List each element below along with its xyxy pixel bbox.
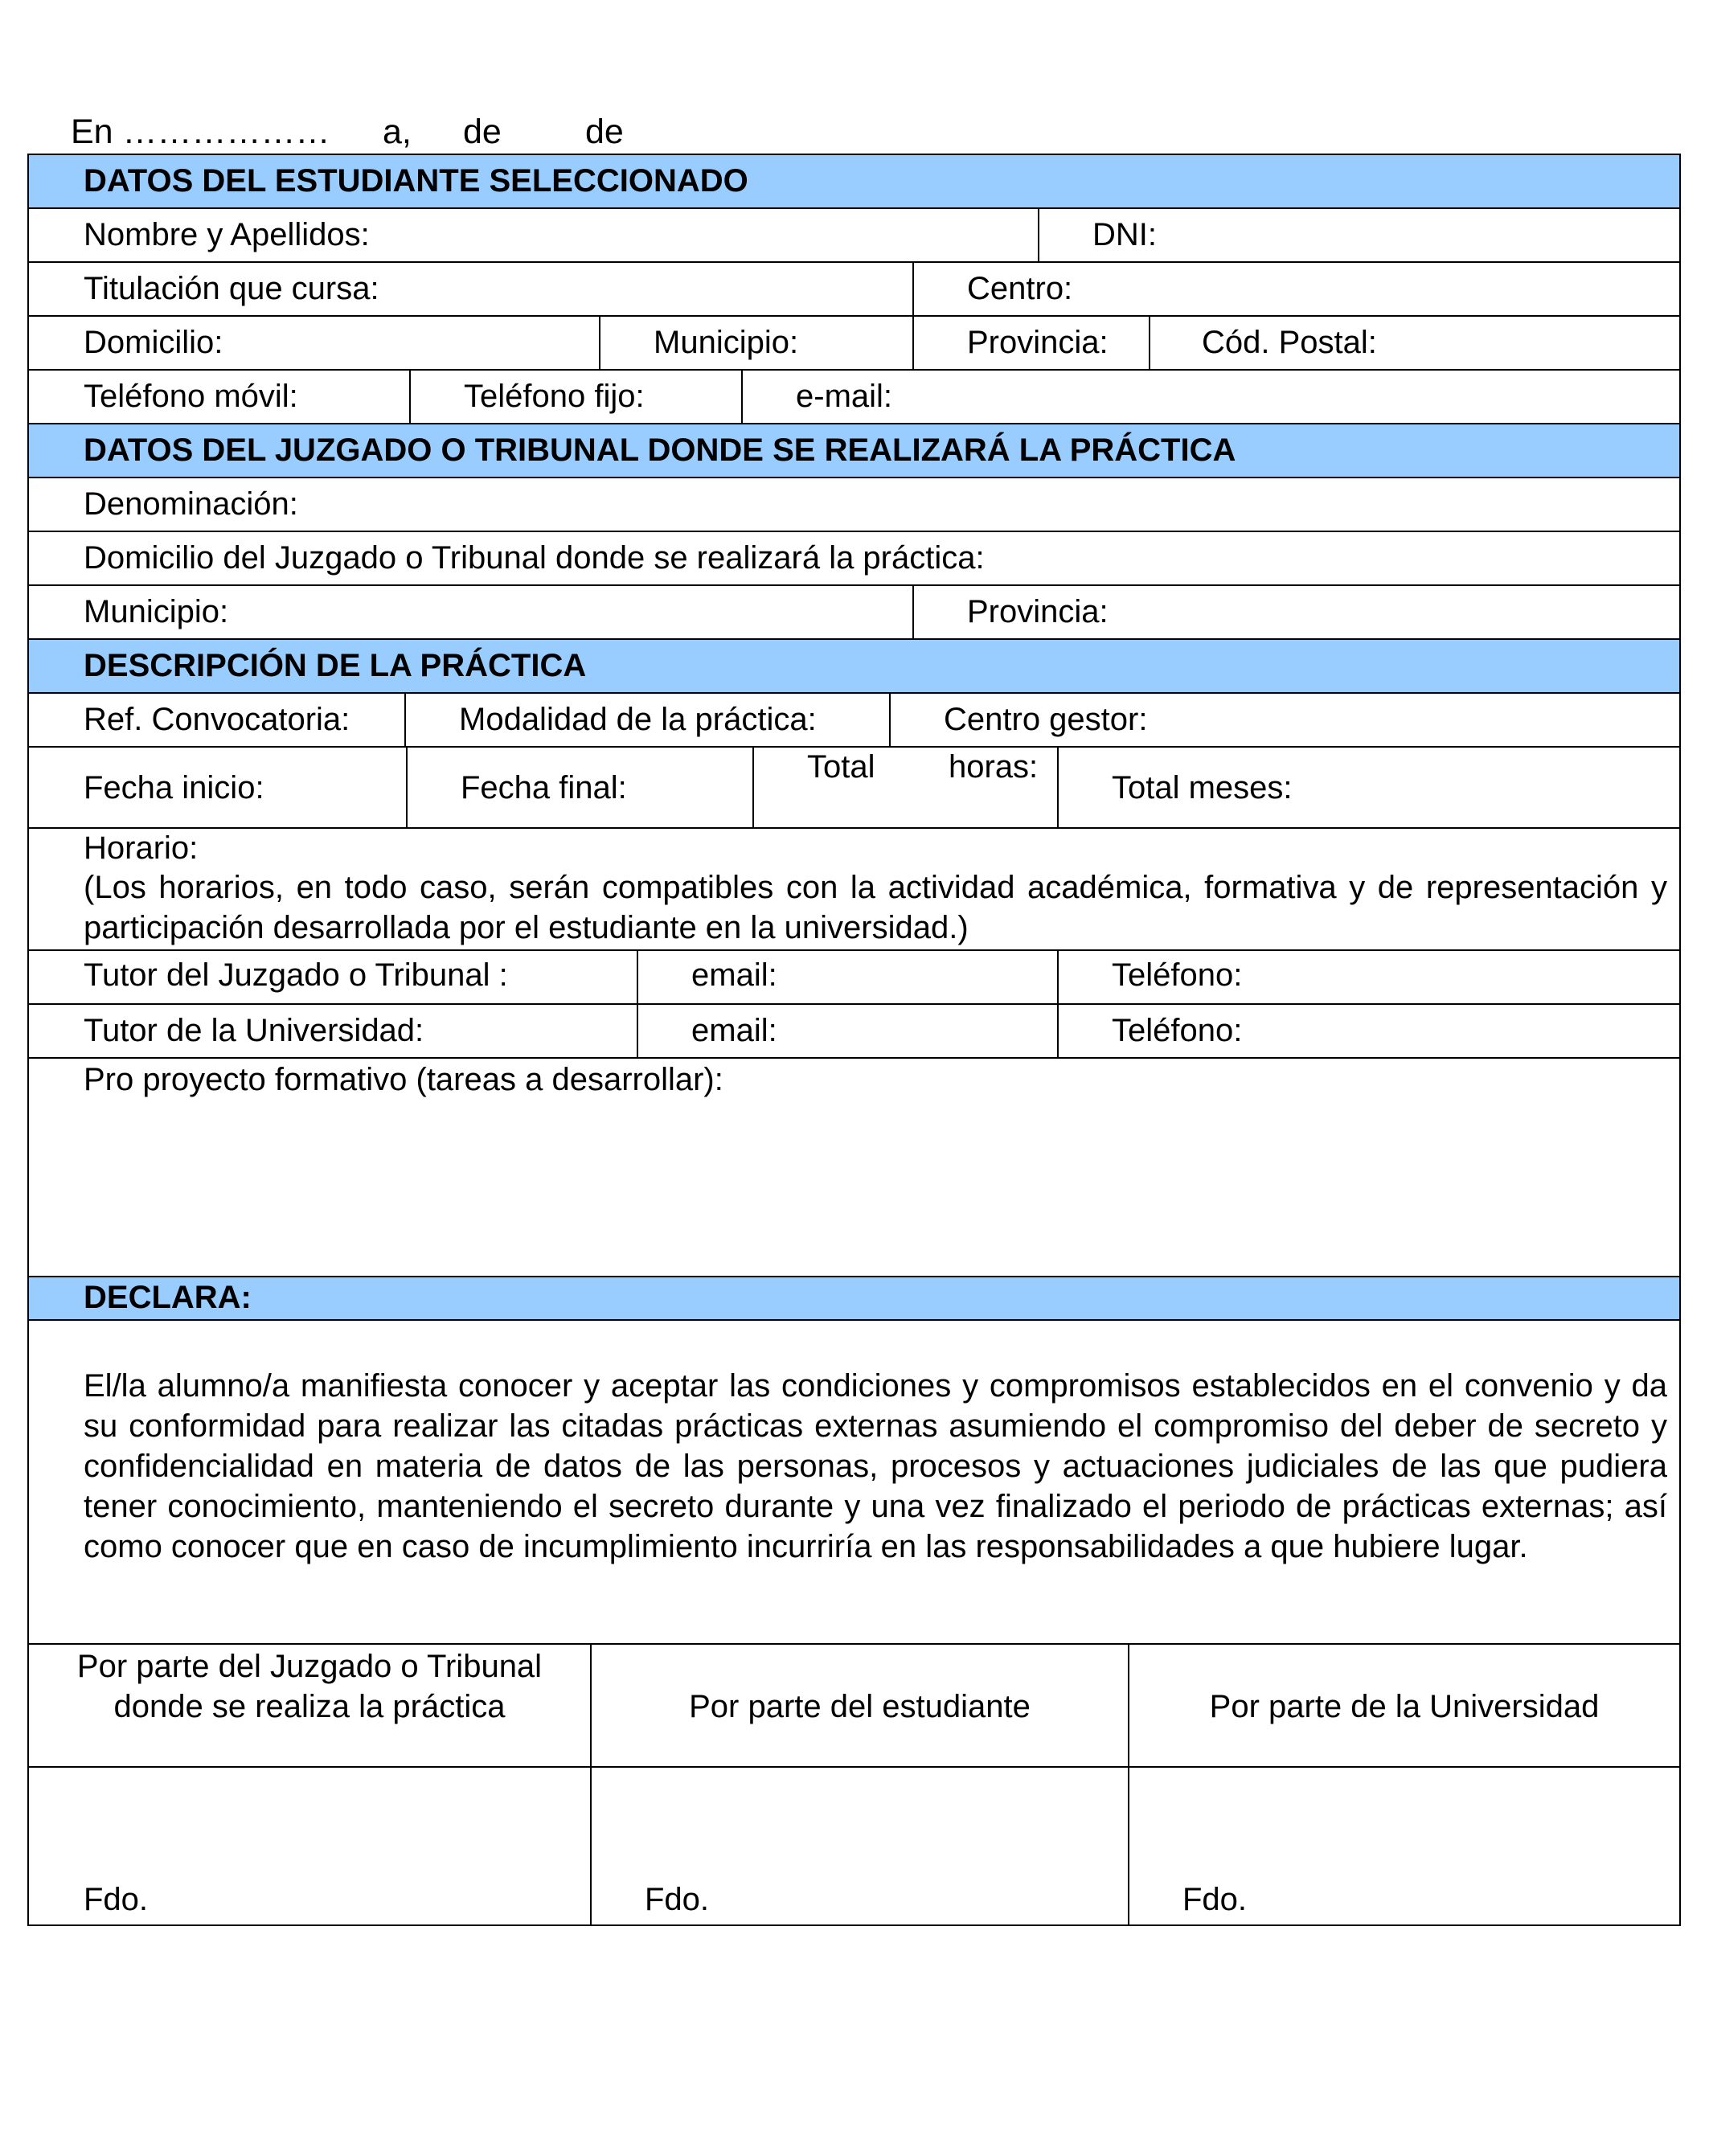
landline-phone-field[interactable] bbox=[409, 371, 741, 423]
modality-label: Modalidad de la práctica: bbox=[459, 702, 817, 737]
university-signature-title-cell bbox=[1128, 1645, 1679, 1766]
date-a: a, bbox=[383, 113, 412, 151]
court-address-row[interactable] bbox=[29, 532, 1679, 586]
court-section-header bbox=[29, 424, 1679, 478]
court-municipality-label: Municipio: bbox=[84, 594, 229, 629]
signature-titles-row bbox=[29, 1645, 1679, 1768]
university-tutor-email-label: email: bbox=[691, 1013, 777, 1048]
end-date-field[interactable] bbox=[406, 748, 752, 827]
court-tutor-email-label: email: bbox=[691, 957, 777, 993]
modality-field[interactable] bbox=[404, 694, 889, 746]
court-address-label: Domicilio del Juzgado o Tribunal donde se realizará la práctica: bbox=[84, 540, 985, 576]
university-signature-box[interactable] bbox=[1128, 1768, 1679, 1924]
university-signature-fdo: Fdo. bbox=[1182, 1882, 1248, 1917]
university-tutor-phone-field[interactable] bbox=[1057, 1005, 1679, 1057]
practice-dates-row bbox=[29, 748, 1679, 829]
dni-label: DNI: bbox=[1092, 217, 1157, 252]
landline-phone-label: Teléfono fijo: bbox=[464, 379, 645, 414]
court-municipality-field[interactable] bbox=[29, 586, 912, 638]
postal-code-field[interactable] bbox=[1149, 317, 1679, 369]
student-signature-title: Por parte del estudiante bbox=[689, 1689, 1031, 1724]
managing-center-field[interactable] bbox=[889, 694, 1679, 746]
name-field[interactable] bbox=[29, 209, 1038, 261]
municipality-label: Municipio: bbox=[654, 325, 799, 360]
degree-label: Titulación que cursa: bbox=[84, 271, 379, 306]
student-email-field[interactable] bbox=[741, 371, 1679, 423]
student-degree-row bbox=[29, 263, 1679, 317]
court-tutor-label: Tutor del Juzgado o Tribunal : bbox=[84, 957, 508, 993]
court-tutor-phone-field[interactable] bbox=[1057, 951, 1679, 1003]
address-label: Domicilio: bbox=[84, 325, 223, 360]
practice-ref-row bbox=[29, 694, 1679, 748]
court-name-row[interactable] bbox=[29, 478, 1679, 532]
court-province-field[interactable] bbox=[912, 586, 1679, 638]
student-name-row bbox=[29, 209, 1679, 263]
court-signature-title: Por parte del Juzgado o Tribunal donde se realiza la práctica bbox=[76, 1649, 543, 1724]
postal-code-label: Cód. Postal: bbox=[1202, 325, 1377, 360]
court-signature-box[interactable] bbox=[29, 1768, 590, 1924]
court-header-text: DATOS DEL JUZGADO O TRIBUNAL DONDE SE REALIZARÁ LA PRÁCTICA bbox=[84, 432, 1236, 468]
practice-section-header bbox=[29, 640, 1679, 694]
student-signature-box[interactable] bbox=[590, 1768, 1128, 1924]
center-label: Centro: bbox=[967, 271, 1073, 306]
court-tutor-field[interactable] bbox=[29, 951, 637, 1003]
declaration-row bbox=[29, 1321, 1679, 1645]
center-field[interactable] bbox=[912, 263, 1679, 315]
court-signature-fdo: Fdo. bbox=[84, 1882, 149, 1917]
call-ref-field[interactable] bbox=[29, 694, 404, 746]
call-ref-label: Ref. Convocatoria: bbox=[84, 702, 350, 737]
degree-field[interactable] bbox=[29, 263, 912, 315]
student-contact-row bbox=[29, 371, 1679, 424]
province-label: Provincia: bbox=[967, 325, 1109, 360]
university-tutor-phone-label: Teléfono: bbox=[1112, 1013, 1243, 1048]
schedule-row[interactable] bbox=[29, 829, 1679, 951]
mobile-phone-field[interactable] bbox=[29, 371, 409, 423]
university-signature-title: Por parte de la Universidad bbox=[1209, 1689, 1600, 1724]
university-tutor-row bbox=[29, 1005, 1679, 1059]
training-project-label: Pro proyecto formativo (tareas a desarrollar): bbox=[84, 1062, 723, 1097]
university-tutor-email-field[interactable] bbox=[637, 1005, 1057, 1057]
name-label: Nombre y Apellidos: bbox=[84, 217, 370, 252]
mobile-phone-label: Teléfono móvil: bbox=[84, 379, 298, 414]
court-name-label: Denominación: bbox=[84, 486, 298, 522]
court-tutor-row bbox=[29, 951, 1679, 1005]
total-months-label: Total meses: bbox=[1112, 770, 1293, 805]
total-hours-field[interactable] bbox=[752, 748, 1057, 827]
court-province-label: Provincia: bbox=[967, 594, 1109, 629]
training-project-row[interactable] bbox=[29, 1059, 1679, 1277]
student-section-header bbox=[29, 155, 1679, 209]
managing-center-label: Centro gestor: bbox=[944, 702, 1148, 737]
date-de-2: de bbox=[585, 113, 624, 151]
dni-field[interactable] bbox=[1038, 209, 1679, 261]
court-signature-title-cell bbox=[29, 1645, 590, 1766]
date-place: En ……………… bbox=[71, 113, 340, 151]
student-signature-fdo: Fdo. bbox=[645, 1882, 710, 1917]
practice-form bbox=[27, 154, 1681, 1926]
start-date-label: Fecha inicio: bbox=[84, 770, 264, 805]
schedule-label: Horario: bbox=[84, 830, 199, 866]
declaration-text: El/la alumno/a manifiesta conocer y aceptar las condiciones y compromisos establecidos en el convenio y da su conformidad para realizar las citadas prácticas externas asumiendo el compromiso del deber de secreto y confidencialidad en materia de datos de las personas, procesos y actuaciones judiciales de las que pudiera tener conocimiento, manteniendo el secreto durante y una vez finalizado el periodo de prácticas externas; así como conocer que en caso de incumplimiento incurriría en las responsabilidades a que hubiere lugar. bbox=[84, 1368, 1667, 1564]
student-signature-title-cell bbox=[590, 1645, 1128, 1766]
total-label: Total bbox=[807, 749, 875, 785]
start-date-field[interactable] bbox=[29, 748, 406, 827]
municipality-field[interactable] bbox=[599, 317, 912, 369]
end-date-label: Fecha final: bbox=[461, 770, 627, 805]
student-email-label: e-mail: bbox=[796, 379, 893, 414]
total-months-field[interactable] bbox=[1057, 748, 1679, 827]
date-de-1: de bbox=[463, 113, 502, 151]
schedule-note: (Los horarios, en todo caso, serán compatibles con la actividad académica, formativa y de representación y participación desarrollada por el estudiante en la universidad.) bbox=[84, 870, 1667, 945]
student-address-row bbox=[29, 317, 1679, 371]
province-field[interactable] bbox=[912, 317, 1149, 369]
student-header-text: DATOS DEL ESTUDIANTE SELECCIONADO bbox=[84, 163, 748, 199]
address-field[interactable] bbox=[29, 317, 599, 369]
university-tutor-field[interactable] bbox=[29, 1005, 637, 1057]
hours-label: horas: bbox=[949, 749, 1039, 785]
declara-section-header bbox=[29, 1277, 1679, 1321]
court-tutor-email-field[interactable] bbox=[637, 951, 1057, 1003]
declara-header-text: DECLARA: bbox=[84, 1280, 252, 1315]
university-tutor-label: Tutor de la Universidad: bbox=[84, 1013, 424, 1048]
practice-header-text: DESCRIPCIÓN DE LA PRÁCTICA bbox=[84, 648, 587, 683]
court-location-row bbox=[29, 586, 1679, 640]
court-tutor-phone-label: Teléfono: bbox=[1112, 957, 1243, 993]
signature-boxes-row bbox=[29, 1768, 1679, 1924]
